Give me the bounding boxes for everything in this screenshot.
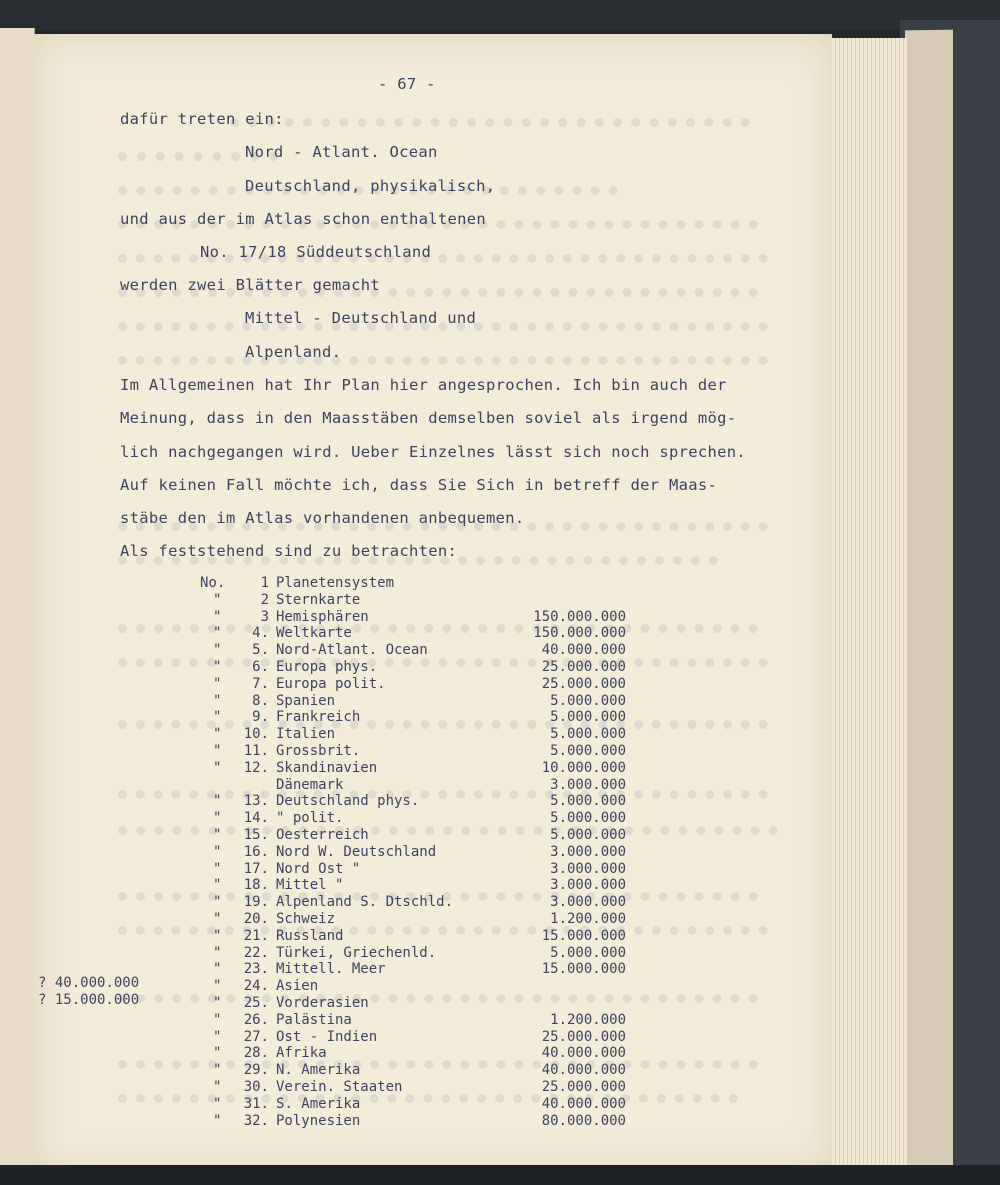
entry-scale: 5.000.000: [550, 793, 626, 810]
binder-bottom: [0, 1165, 1000, 1185]
margin-note: ? 40.000.000: [38, 975, 140, 991]
entry-name: Vorderasien: [276, 995, 369, 1011]
entry-number: 29.: [243, 1062, 269, 1079]
entry-name: " polit.: [276, 810, 344, 827]
list-item: [0, 827, 1000, 844]
paragraph-line: Im Allgemeinen hat Ihr Plan hier angesprochen. Ich bin auch der: [120, 376, 727, 394]
entry-number: 30.: [243, 1079, 269, 1095]
entry-name: Deutschland phys.: [276, 793, 420, 810]
text-line: No. 17/18 Süddeutschland: [200, 243, 432, 261]
entry-number: 27.: [243, 1028, 269, 1045]
entry-number: 20.: [243, 911, 269, 927]
ditto-mark: ": [213, 1079, 222, 1095]
entry-name: Planetensystem: [276, 575, 395, 591]
entry-scale: 5.000.000: [550, 692, 626, 709]
entry-scale: 5.000.000: [550, 726, 626, 743]
entry-name: Europa polit.: [276, 675, 386, 692]
list-item: [0, 894, 1000, 911]
list-item: [0, 810, 1000, 827]
ditto-mark: ": [213, 675, 222, 692]
entry-number: 19.: [243, 894, 269, 911]
list-item: [0, 1096, 1000, 1113]
ditto-mark: ": [213, 1062, 222, 1079]
paragraph-line: Als feststehend sind zu betrachten:: [120, 542, 458, 560]
margin-note: ? 15.000.000: [38, 992, 140, 1008]
entry-scale: 25.000.000: [541, 1028, 626, 1045]
list-item: [0, 793, 1000, 810]
entry-name: Mittell. Meer: [276, 961, 386, 978]
list-item: [0, 844, 1000, 861]
entry-scale: 1.200.000: [550, 911, 626, 927]
entry-name: Nord W. Deutschland: [276, 843, 437, 860]
list-item: [0, 1079, 1000, 1096]
ditto-mark: ": [213, 995, 222, 1011]
ditto-mark: ": [213, 810, 222, 827]
list-item: [0, 877, 1000, 894]
ditto-mark: ": [213, 591, 222, 608]
entry-name: Skandinavien: [276, 759, 378, 776]
entry-scale: 3.000.000: [550, 894, 626, 911]
entry-name: Weltkarte: [276, 625, 352, 642]
entry-number: 28.: [243, 1045, 269, 1062]
ditto-mark: ": [213, 827, 222, 843]
entry-scale: 5.000.000: [550, 827, 626, 843]
ditto-mark: ": [213, 961, 222, 978]
entry-number: 1: [260, 575, 269, 591]
list-item: [0, 861, 1000, 878]
list-item: [0, 961, 1000, 978]
entry-scale: 5.000.000: [550, 944, 626, 961]
entry-name: Europa phys.: [276, 659, 378, 675]
entry-number: 31.: [243, 1095, 269, 1112]
text-line: und aus der im Atlas schon enthaltenen: [120, 210, 487, 228]
ditto-mark: ": [213, 726, 222, 743]
list-item: [0, 659, 1000, 676]
entry-scale: 10.000.000: [541, 759, 626, 776]
list-item: [0, 1029, 1000, 1046]
ditto-mark: ": [213, 625, 222, 642]
list-item: [0, 1113, 1000, 1130]
entry-name: Afrika: [276, 1045, 327, 1062]
list-item: [0, 575, 1000, 592]
entry-number: 25.: [243, 995, 269, 1011]
entry-name: S. Amerika: [276, 1095, 361, 1112]
entry-number: 15.: [243, 827, 269, 843]
entry-scale: 5.000.000: [550, 743, 626, 759]
list-label: No.: [200, 575, 226, 591]
ditto-mark: ": [213, 743, 222, 759]
list-item: [0, 911, 1000, 928]
entry-scale: 40.000.000: [541, 642, 626, 659]
entry-scale: 40.000.000: [541, 1062, 626, 1079]
paragraph-line: Meinung, dass in den Maasstäben demselben soviel als irgend mög-: [120, 409, 737, 427]
entry-scale: 25.000.000: [541, 1079, 626, 1095]
ditto-mark: ": [213, 911, 222, 927]
entry-number: 23.: [243, 961, 269, 978]
ditto-mark: ": [213, 1011, 222, 1028]
ditto-mark: ": [213, 692, 222, 709]
entry-number: 13.: [243, 793, 269, 810]
entry-number: 3: [260, 608, 269, 625]
entry-scale: 40.000.000: [541, 1095, 626, 1112]
text-line: Alpenland.: [245, 343, 342, 361]
text-line: werden zwei Blätter gemacht: [120, 276, 381, 294]
entry-name: Nord-Atlant. Ocean: [276, 642, 428, 659]
entry-name: Oesterreich: [276, 827, 369, 843]
entry-scale: 80.000.000: [541, 1112, 626, 1129]
list-item: [0, 928, 1000, 945]
entry-name: Alpenland S. Dtschld.: [276, 894, 454, 911]
entry-scale: 25.000.000: [541, 675, 626, 692]
entry-scale: 3.000.000: [550, 860, 626, 877]
entry-number: 18.: [243, 877, 269, 894]
list-item: [0, 743, 1000, 760]
entry-number: 11.: [243, 743, 269, 759]
entry-name: Hemisphären: [276, 608, 369, 625]
ditto-mark: ": [213, 1028, 222, 1045]
entry-name: Nord Ost ": [276, 860, 361, 877]
text-line: Nord - Atlant. Ocean: [245, 143, 438, 161]
entry-name: N. Amerika: [276, 1062, 361, 1079]
list-item: [0, 760, 1000, 777]
list-item: [0, 726, 1000, 743]
list-item: [0, 592, 1000, 609]
entry-number: 24.: [243, 978, 269, 995]
ditto-mark: ": [213, 1112, 222, 1129]
entry-name: Sternkarte: [276, 591, 361, 608]
paragraph-line: stäbe den im Atlas vorhandenen anbequemen.: [120, 509, 525, 527]
entry-scale: 150.000.000: [533, 608, 626, 625]
ditto-mark: ": [213, 944, 222, 961]
list-item: [0, 609, 1000, 626]
ditto-mark: ": [213, 877, 222, 894]
list-item: [0, 1012, 1000, 1029]
entry-number: 16.: [243, 843, 269, 860]
entry-number: 26.: [243, 1011, 269, 1028]
entry-name: Mittel ": [276, 877, 344, 894]
list-item: [0, 1045, 1000, 1062]
entry-number: 21.: [243, 927, 269, 944]
entry-number: 8.: [252, 692, 269, 709]
entry-number: 14.: [243, 810, 269, 827]
entry-name: Spanien: [276, 692, 336, 709]
list-item: [0, 676, 1000, 693]
entry-name: Türkei, Griechenld.: [276, 944, 437, 961]
entry-scale: 15.000.000: [541, 927, 626, 944]
paragraph-line: Auf keinen Fall möchte ich, dass Sie Sich in betreff der Maas-: [120, 476, 718, 494]
list-item: [0, 693, 1000, 710]
entry-name: Frankreich: [276, 709, 361, 726]
entry-number: 10.: [243, 726, 269, 743]
ditto-mark: ": [213, 978, 222, 995]
entry-name: Grossbrit.: [276, 743, 361, 759]
ditto-mark: ": [213, 860, 222, 877]
entry-name: Palästina: [276, 1011, 352, 1028]
list-item: [0, 642, 1000, 659]
entry-number: 22.: [243, 944, 269, 961]
entry-number: 9.: [252, 709, 269, 726]
entry-scale: 1.200.000: [550, 1011, 626, 1028]
list-item: [0, 777, 1000, 794]
entry-name: Italien: [276, 726, 336, 743]
entry-name: Russland: [276, 927, 344, 944]
page-number: - 67 -: [378, 75, 436, 93]
entry-scale: 3.000.000: [550, 776, 626, 793]
entry-number: 7.: [252, 675, 269, 692]
entry-scale: 5.000.000: [550, 810, 626, 827]
entry-number: 6.: [252, 659, 269, 675]
entry-number: 5.: [252, 642, 269, 659]
ditto-mark: ": [213, 759, 222, 776]
paragraph-line: lich nachgegangen wird. Ueber Einzelnes lässt sich noch sprechen.: [120, 443, 747, 461]
ditto-mark: ": [213, 709, 222, 726]
entry-number: 17.: [243, 860, 269, 877]
entry-number: 2: [260, 591, 269, 608]
ditto-mark: ": [213, 894, 222, 911]
entry-name: Schweiz: [276, 911, 336, 927]
text-line: Mittel - Deutschland und: [245, 309, 477, 327]
entry-scale: 150.000.000: [533, 625, 626, 642]
ditto-mark: ": [213, 793, 222, 810]
entry-number: 12.: [243, 759, 269, 776]
entry-scale: 5.000.000: [550, 709, 626, 726]
entry-number: 4.: [252, 625, 269, 642]
entry-name: Verein. Staaten: [276, 1079, 403, 1095]
ditto-mark: ": [213, 642, 222, 659]
ditto-mark: ": [213, 608, 222, 625]
list-item: [0, 978, 1000, 995]
entry-name: Dänemark: [276, 776, 344, 793]
list-item: [0, 995, 1000, 1012]
list-item: [0, 1062, 1000, 1079]
list-item: [0, 625, 1000, 642]
entry-name: Polynesien: [276, 1112, 361, 1129]
entry-scale: 25.000.000: [541, 659, 626, 675]
ditto-mark: ": [213, 843, 222, 860]
entry-name: Asien: [276, 978, 319, 995]
ditto-mark: ": [213, 1095, 222, 1112]
entry-name: Ost - Indien: [276, 1028, 378, 1045]
ditto-mark: ": [213, 927, 222, 944]
binder-top: [0, 0, 1000, 30]
ditto-mark: ": [213, 1045, 222, 1062]
list-item: [0, 945, 1000, 962]
entry-scale: 3.000.000: [550, 843, 626, 860]
entry-number: 32.: [243, 1112, 269, 1129]
list-item: [0, 709, 1000, 726]
entry-scale: 40.000.000: [541, 1045, 626, 1062]
text-line: Deutschland, physikalisch,: [245, 177, 496, 195]
ditto-mark: ": [213, 659, 222, 675]
entry-scale: 15.000.000: [541, 961, 626, 978]
text-line: dafür treten ein:: [120, 110, 284, 128]
entry-scale: 3.000.000: [550, 877, 626, 894]
